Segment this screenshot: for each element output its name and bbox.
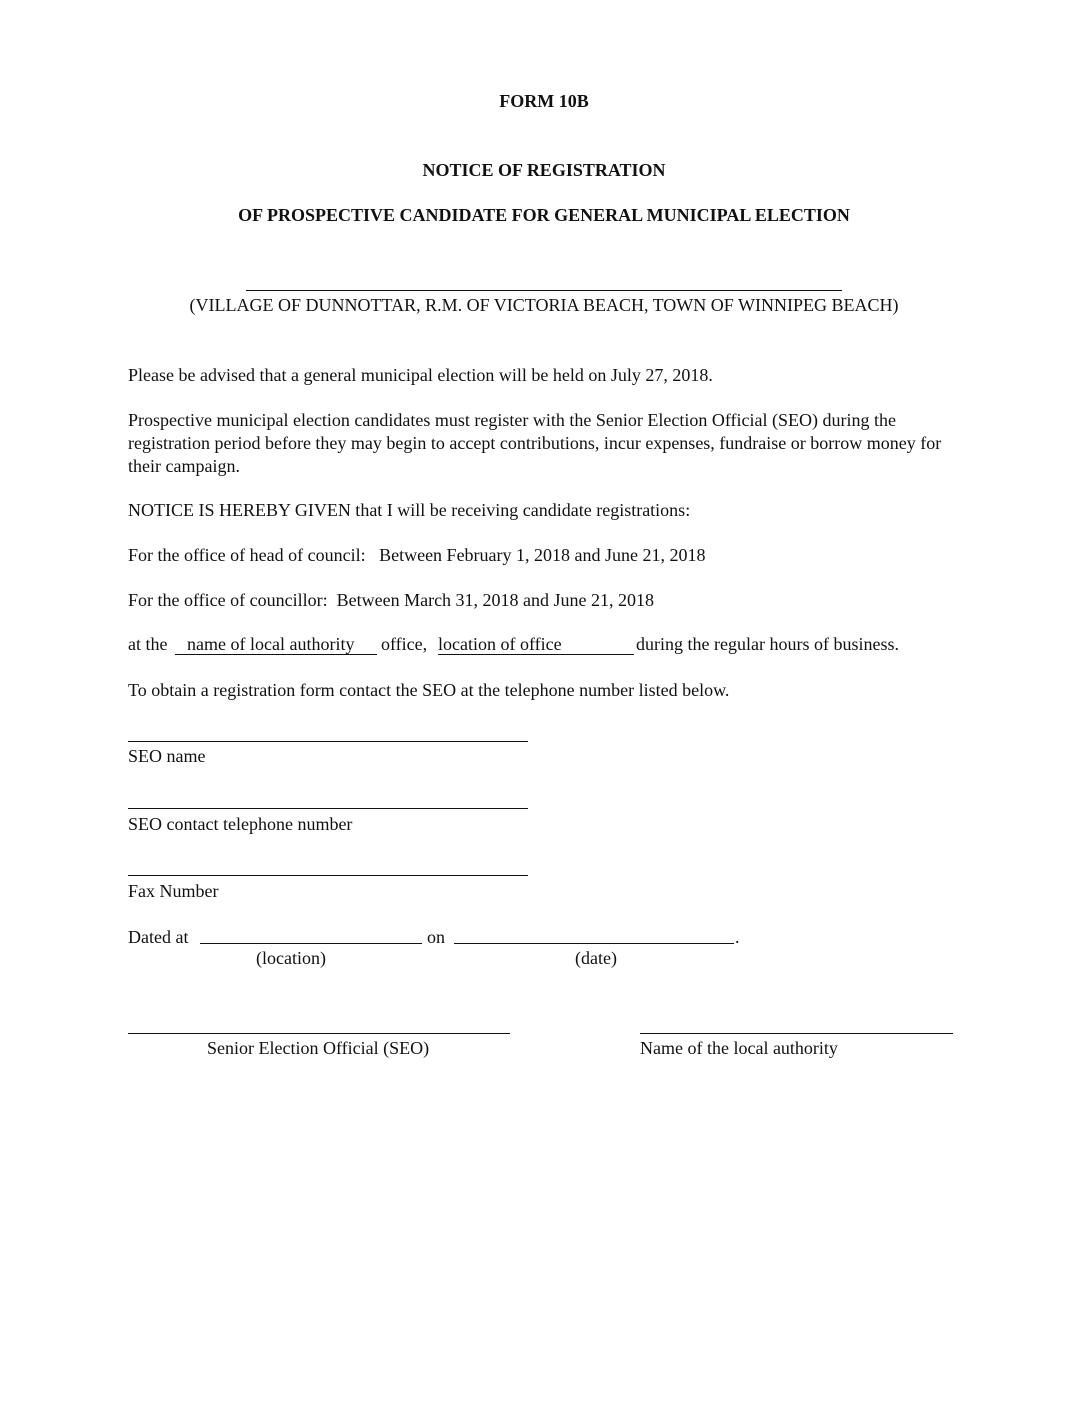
- on-label: on: [427, 927, 445, 947]
- at-the-label: at the: [128, 634, 168, 654]
- dated-period: .: [735, 927, 740, 947]
- authority-name-field[interactable]: name of local authority: [187, 634, 355, 654]
- head-of-council-period: For the office of head of council: Between February 1, 2018 and June 21, 2018: [128, 545, 706, 565]
- dated-at-label: Dated at: [128, 927, 189, 947]
- date-caption: (date): [575, 948, 617, 968]
- authorities-caption: (VILLAGE OF DUNNOTTAR, R.M. OF VICTORIA BEACH, TOWN OF WINNIPEG BEACH): [189, 295, 899, 315]
- seo-signature-label: Senior Election Official (SEO): [207, 1038, 430, 1058]
- authority-name-line[interactable]: [640, 1033, 953, 1034]
- fax-label: Fax Number: [128, 881, 219, 901]
- office-location-field[interactable]: location of office: [438, 634, 562, 654]
- local-authority-line[interactable]: [246, 290, 842, 291]
- location-caption: (location): [256, 948, 326, 968]
- seo-phone-line[interactable]: [128, 808, 528, 809]
- seo-signature-line[interactable]: [128, 1033, 510, 1034]
- office-word: office,: [381, 634, 428, 654]
- seo-name-label: SEO name: [128, 746, 206, 766]
- fax-line[interactable]: [128, 875, 528, 876]
- election-date-paragraph: Please be advised that a general municipal election will be held on July 27, 2018.: [128, 365, 713, 385]
- seo-phone-label: SEO contact telephone number: [128, 814, 353, 834]
- obtain-form-paragraph: To obtain a registration form contact the SEO at the telephone number listed below.: [128, 680, 730, 700]
- regular-hours-text: during the regular hours of business.: [636, 634, 899, 654]
- prospective-candidates-paragraph: Prospective municipal election candidates must register with the Senior Election Official (SEO) during the registration period before they may begin to accept contributions, incur expenses, fundraise or borrow money for their campaign.: [128, 410, 942, 476]
- form-title-line2: OF PROSPECTIVE CANDIDATE FOR GENERAL MUNICIPAL ELECTION: [238, 205, 850, 225]
- dated-location-line[interactable]: [200, 943, 422, 944]
- seo-name-line[interactable]: [128, 741, 528, 742]
- form-number: FORM 10B: [499, 91, 589, 111]
- councillor-period: For the office of councillor: Between March 31, 2018 and June 21, 2018: [128, 590, 655, 610]
- form-title-line1: NOTICE OF REGISTRATION: [422, 160, 666, 180]
- authority-name-label: Name of the local authority: [640, 1038, 838, 1058]
- dated-date-line[interactable]: [454, 943, 734, 944]
- notice-paragraph: NOTICE IS HEREBY GIVEN that I will be receiving candidate registrations:: [128, 500, 691, 520]
